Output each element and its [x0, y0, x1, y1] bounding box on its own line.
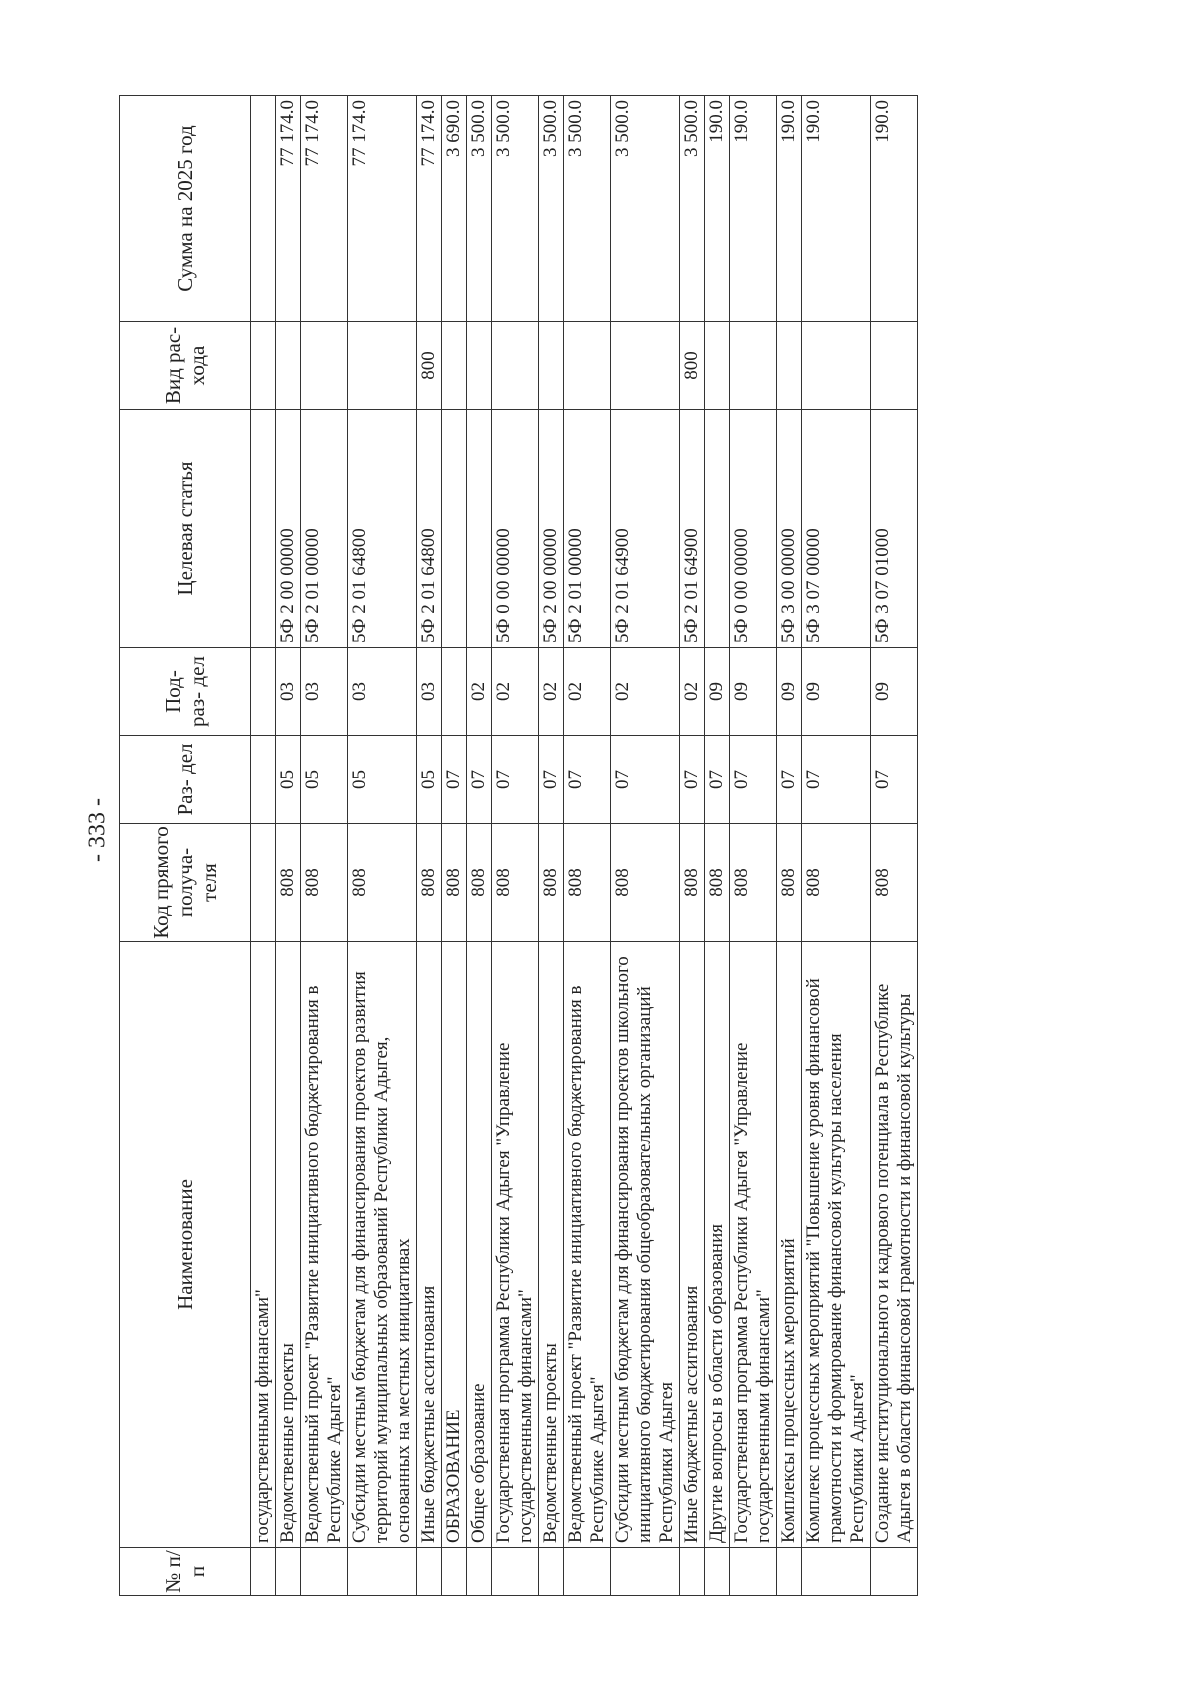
cell-subsection: 03	[348, 648, 417, 736]
cell-amount: 77 174.0	[301, 96, 348, 322]
cell-code: 808	[301, 824, 348, 942]
cell-kind	[276, 322, 301, 410]
table-row	[611, 96, 680, 1596]
cell-subsection	[442, 648, 467, 736]
cell-target	[251, 410, 276, 648]
cell-amount: 3 500.0	[492, 96, 539, 322]
cell-target: 5Ф 0 00 00000	[492, 410, 539, 648]
cell-section: 07	[777, 736, 802, 824]
cell-name: Другие вопросы в области образования	[705, 942, 730, 1548]
cell-code: 808	[680, 824, 705, 942]
cell-section: 07	[492, 736, 539, 824]
cell-name: Комплексы процессных мероприятий	[777, 942, 802, 1548]
cell-num	[301, 1548, 348, 1596]
cell-target: 5Ф 3 07 01000	[871, 410, 918, 648]
cell-name: Комплекс процессных мероприятий "Повышение уровня финансовой грамотности и формирование финансовой культуры населения Республики Адыгея"	[802, 942, 871, 1548]
cell-code: 808	[442, 824, 467, 942]
cell-target: 5Ф 2 01 64900	[611, 410, 680, 648]
cell-kind	[871, 322, 918, 410]
cell-num	[680, 1548, 705, 1596]
cell-code: 808	[871, 824, 918, 942]
cell-subsection: 09	[705, 648, 730, 736]
cell-section: 07	[705, 736, 730, 824]
header-code: Код прямого получа- теля	[120, 824, 251, 942]
cell-amount: 190.0	[730, 96, 777, 322]
cell-section	[251, 736, 276, 824]
cell-target	[705, 410, 730, 648]
table-row	[680, 96, 705, 1596]
cell-name: Субсидии местным бюджетам для финансирования проектов развития территорий муниципальных образований Республики Адыгея, основанных на местных инициативах	[348, 942, 417, 1548]
cell-code: 808	[564, 824, 611, 942]
cell-num	[871, 1548, 918, 1596]
header-name: Наименование	[120, 942, 251, 1548]
cell-subsection: 03	[276, 648, 301, 736]
cell-amount: 3 500.0	[539, 96, 564, 322]
cell-subsection: 02	[680, 648, 705, 736]
cell-subsection: 02	[564, 648, 611, 736]
cell-name: ОБРАЗОВАНИЕ	[442, 942, 467, 1548]
cell-code: 808	[348, 824, 417, 942]
cell-name: Общее образование	[467, 942, 492, 1548]
cell-code: 808	[730, 824, 777, 942]
cell-code: 808	[777, 824, 802, 942]
cell-name: Ведомственные проекты	[276, 942, 301, 1548]
table-row	[564, 96, 611, 1596]
cell-code: 808	[539, 824, 564, 942]
table-row	[276, 96, 301, 1596]
cell-section: 05	[417, 736, 442, 824]
cell-target	[442, 410, 467, 648]
cell-kind	[611, 322, 680, 410]
cell-subsection: 02	[611, 648, 680, 736]
cell-num	[705, 1548, 730, 1596]
table-row	[802, 96, 871, 1596]
cell-amount: 3 500.0	[467, 96, 492, 322]
cell-name: Ведомственный проект "Развитие инициативного бюджетирования в Республике Адыгея"	[301, 942, 348, 1548]
cell-name: Иные бюджетные ассигнования	[417, 942, 442, 1548]
budget-table-frame	[119, 96, 1071, 1596]
table-row	[417, 96, 442, 1596]
table-row	[251, 96, 276, 1596]
cell-section: 07	[680, 736, 705, 824]
cell-subsection: 09	[802, 648, 871, 736]
cell-kind	[251, 322, 276, 410]
header-section: Раз- дел	[120, 736, 251, 824]
cell-kind	[705, 322, 730, 410]
cell-target: 5Ф 2 01 64800	[417, 410, 442, 648]
budget-table	[119, 95, 918, 1596]
cell-name: Субсидии местным бюджетам для финансирования проектов школьного инициативного бюджетирования общеобразовательных организаций Республики Адыгея	[611, 942, 680, 1548]
cell-num	[564, 1548, 611, 1596]
cell-kind: 800	[417, 322, 442, 410]
cell-amount: 3 500.0	[680, 96, 705, 322]
table-row	[442, 96, 467, 1596]
cell-amount: 3 500.0	[564, 96, 611, 322]
cell-num	[417, 1548, 442, 1596]
cell-kind	[777, 322, 802, 410]
cell-subsection	[251, 648, 276, 736]
cell-target: 5Ф 2 01 64900	[680, 410, 705, 648]
cell-target: 5Ф 2 01 00000	[564, 410, 611, 648]
table-row	[705, 96, 730, 1596]
cell-subsection: 09	[777, 648, 802, 736]
cell-section: 07	[539, 736, 564, 824]
cell-kind	[802, 322, 871, 410]
page-number-text: - 333 -	[84, 798, 111, 862]
cell-amount: 3 690.0	[442, 96, 467, 322]
table-row	[348, 96, 417, 1596]
cell-section: 07	[611, 736, 680, 824]
cell-name: Государственная программа Республики Адыгея "Управление государственными финансами"	[492, 942, 539, 1548]
cell-target	[467, 410, 492, 648]
cell-subsection: 09	[730, 648, 777, 736]
cell-name: Создание институционального и кадрового потенциала в Республике Адыгея в области финансовой грамотности и финансовой культуры	[871, 942, 918, 1548]
cell-code: 808	[417, 824, 442, 942]
cell-code: 808	[705, 824, 730, 942]
cell-section: 07	[802, 736, 871, 824]
cell-kind	[539, 322, 564, 410]
cell-target: 5Ф 2 00 00000	[276, 410, 301, 648]
cell-subsection: 09	[871, 648, 918, 736]
cell-code: 808	[611, 824, 680, 942]
table-row	[730, 96, 777, 1596]
cell-num	[777, 1548, 802, 1596]
cell-kind	[348, 322, 417, 410]
cell-num	[442, 1548, 467, 1596]
cell-kind	[442, 322, 467, 410]
table-body	[251, 96, 918, 1596]
table-row	[301, 96, 348, 1596]
cell-amount: 77 174.0	[348, 96, 417, 322]
cell-code: 808	[276, 824, 301, 942]
cell-target: 5Ф 0 00 00000	[730, 410, 777, 648]
cell-section: 05	[348, 736, 417, 824]
cell-subsection: 02	[467, 648, 492, 736]
header-subsection: Под- раз- дел	[120, 648, 251, 736]
cell-section: 07	[442, 736, 467, 824]
cell-amount: 190.0	[705, 96, 730, 322]
cell-subsection: 02	[539, 648, 564, 736]
cell-target: 5Ф 2 00 00000	[539, 410, 564, 648]
header-amount: Сумма на 2025 год	[120, 96, 251, 322]
cell-target: 5Ф 2 01 00000	[301, 410, 348, 648]
cell-name: Ведомственный проект "Развитие инициативного бюджетирования в Республике Адыгея"	[564, 942, 611, 1548]
table-row	[871, 96, 918, 1596]
cell-section: 07	[730, 736, 777, 824]
cell-name: Иные бюджетные ассигнования	[680, 942, 705, 1548]
cell-code: 808	[802, 824, 871, 942]
cell-amount: 190.0	[777, 96, 802, 322]
table-row	[467, 96, 492, 1596]
cell-subsection: 03	[417, 648, 442, 736]
header-kind: Вид рас- хода	[120, 322, 251, 410]
cell-section: 07	[467, 736, 492, 824]
cell-num	[730, 1548, 777, 1596]
cell-code	[251, 824, 276, 942]
cell-kind	[730, 322, 777, 410]
table-row	[777, 96, 802, 1596]
cell-num	[467, 1548, 492, 1596]
cell-section: 07	[871, 736, 918, 824]
header-num: № п/п	[120, 1548, 251, 1596]
cell-kind	[492, 322, 539, 410]
cell-section: 05	[276, 736, 301, 824]
cell-num	[539, 1548, 564, 1596]
cell-section: 07	[564, 736, 611, 824]
table-row	[539, 96, 564, 1596]
cell-subsection: 02	[492, 648, 539, 736]
cell-name: Ведомственные проекты	[539, 942, 564, 1548]
cell-target: 5Ф 2 01 64800	[348, 410, 417, 648]
cell-num	[251, 1548, 276, 1596]
cell-amount: 3 500.0	[611, 96, 680, 322]
cell-subsection: 03	[301, 648, 348, 736]
cell-code: 808	[492, 824, 539, 942]
cell-target: 5Ф 3 00 00000	[777, 410, 802, 648]
cell-num	[492, 1548, 539, 1596]
cell-kind	[301, 322, 348, 410]
cell-num	[802, 1548, 871, 1596]
cell-num	[348, 1548, 417, 1596]
cell-code: 808	[467, 824, 492, 942]
cell-amount: 190.0	[871, 96, 918, 322]
cell-amount	[251, 96, 276, 322]
cell-target: 5Ф 3 07 00000	[802, 410, 871, 648]
table-header-row	[120, 96, 251, 1596]
cell-amount: 77 174.0	[276, 96, 301, 322]
header-target: Целевая статья	[120, 410, 251, 648]
cell-amount: 190.0	[802, 96, 871, 322]
cell-kind	[564, 322, 611, 410]
cell-amount: 77 174.0	[417, 96, 442, 322]
cell-kind: 800	[680, 322, 705, 410]
cell-num	[611, 1548, 680, 1596]
cell-section: 05	[301, 736, 348, 824]
cell-name: Государственная программа Республики Адыгея "Управление государственными финансами"	[730, 942, 777, 1548]
cell-name: государственными финансами"	[251, 942, 276, 1548]
cell-kind	[467, 322, 492, 410]
table-row	[492, 96, 539, 1596]
cell-num	[276, 1548, 301, 1596]
